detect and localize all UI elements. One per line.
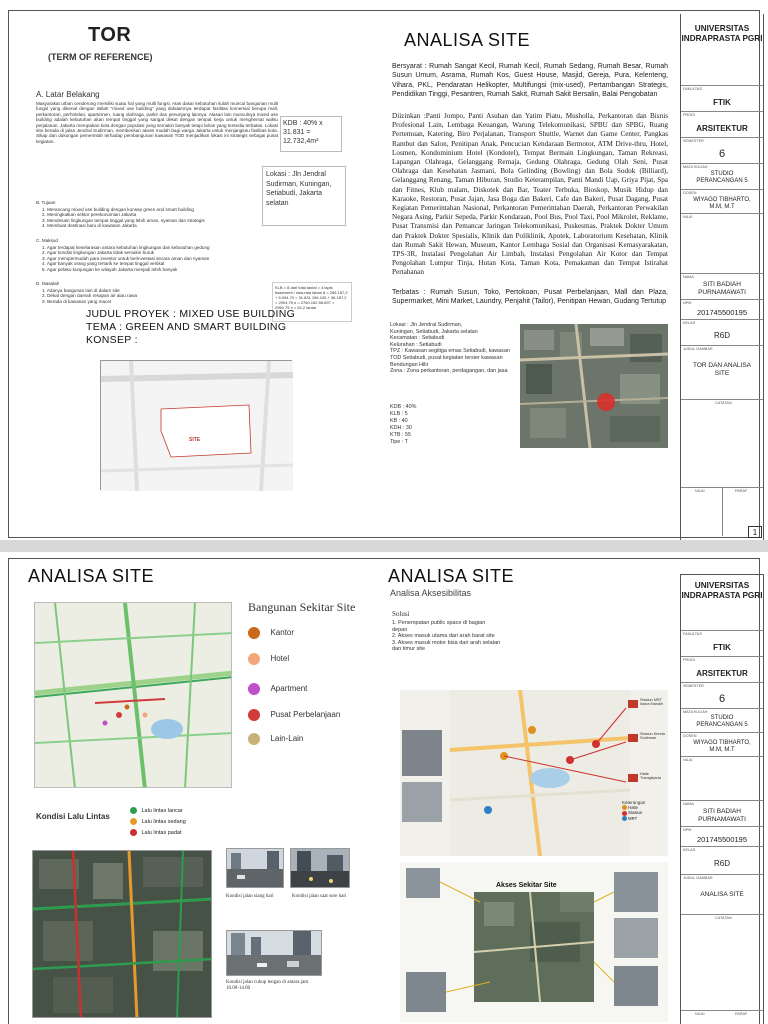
- matakuliah-label: MATA KULIAH: [683, 710, 708, 714]
- catatan-label: CATATAN: [715, 916, 732, 920]
- koefisien-item: KLB : 5: [390, 411, 408, 417]
- list-item: 4. Membuat destinasi baru di kawasan Jakarta: [42, 223, 137, 229]
- legend-item: [248, 650, 388, 680]
- judul-label: JUDUL GAMBAR: [683, 876, 713, 880]
- masalah-list: [42, 288, 242, 304]
- tb-matakuliah: [681, 164, 763, 190]
- traffic-map: [32, 850, 212, 1018]
- traffic-map-image: [33, 851, 212, 1018]
- kelas-value: R6D: [713, 859, 730, 868]
- bersyarat-block: [392, 62, 668, 100]
- nilai2-label: NILAI: [695, 489, 705, 493]
- tb-prodi: [681, 657, 763, 683]
- tujuan-heading: B. Tujuan: [36, 200, 56, 205]
- prodi-label: PRODI: [683, 658, 696, 662]
- legend-label: Pusat Perbelanjaan: [270, 710, 341, 720]
- transport-note: Stasiun Kereta Sudirman: [640, 732, 665, 741]
- apartment-marker-icon: [248, 683, 260, 695]
- latar-text: Masyarakat urban cenderung memiliki suatu hal yang multi fungsi. Atas dasar kebutuhan itulah muncul bangunan multi fungsi yang dikenal dengan istilah "mixed use building" yang didalamnya terdapat fasilitas komersial berupa mall, perkantoran, perhotelan, apartemen, ruang olahraga, parkir dan penunjang lainnya. Alasan lain munculnya mixed use building adalah kebutuhan akan tempat tinggal yang sangat dekat dengan tempat kerja untuk menghemat waktu perjalanan. Jakarta merupakan kota dengan populasi yang semakin banyak tetapi lahan yang tersedia terbatas. Lokasi site berada di jalan Jendral Sudirman, memberikan akses mudah bagi warga Jakarta untuk menjangkau fasilitas kota. Sikap dan dukungan pemerintah terhadap pembangunan kawasan TOD menjadikan lokasi ini strategis sebagai pusat kegiatan.: [36, 101, 278, 144]
- maksud-list: [42, 245, 272, 272]
- tb-judul: [681, 875, 763, 915]
- fakultas-label: FAKULTAS: [683, 87, 702, 91]
- list-item: 2. Agar kondisi lingkungan Jakarta tidak semakin buruk: [42, 250, 155, 256]
- legend-label: Lalu lintas padat: [141, 829, 182, 836]
- paraf-label: PARAF: [735, 489, 748, 493]
- tb-kelas: [681, 320, 763, 346]
- bersyarat-label: Bersyarat: [392, 63, 422, 70]
- koefisien-item: Tipe : T: [390, 439, 408, 445]
- catatan-label: CATATAN: [715, 401, 732, 405]
- list-item: 1. Merancang mixed use building dengan konsep green and smart building: [42, 207, 194, 212]
- bangunan-map: [34, 602, 232, 788]
- kantor-marker-icon: [248, 627, 260, 639]
- fakultas-value: FTIK: [713, 98, 731, 107]
- legend-label: Lain-Lain: [270, 734, 304, 744]
- kelas-label: KELAS: [683, 321, 696, 325]
- tb-judul: [681, 346, 763, 400]
- road-photo-evening: [290, 848, 350, 888]
- tb-semester: [681, 138, 763, 164]
- tujuan-list: [42, 207, 272, 229]
- lalin-title: Kondisi Lalu Lintas: [36, 812, 110, 821]
- nama-value: SITI BADIAH PURNAMAWATI: [698, 808, 746, 823]
- mall-marker-icon: [248, 709, 260, 721]
- bangunan-title: Bangunan Sekitar Site: [248, 600, 356, 614]
- diizinkan-block: [392, 112, 668, 276]
- list-item: 4. Agar banyak orang yang tertarik ke tempat tinggal vertikal: [42, 261, 165, 267]
- tb-fakultas: [681, 86, 763, 112]
- koefisien-item: KDH : 30: [390, 425, 412, 431]
- tb-nilai: [681, 757, 763, 801]
- legend-item: [248, 624, 388, 650]
- list-item: 3. Mendesain lingkungan tempat tinggal yang lebih aman, nyaman dan strategis: [42, 217, 205, 223]
- tb-prodi: [681, 112, 763, 138]
- site-label: SITE: [189, 437, 201, 443]
- lokasi-line: Lokasi : Jln Jendral Sudirman,: [390, 322, 463, 328]
- koefisien-item: KTB : 55: [390, 432, 411, 438]
- tor-title: TOR: [88, 24, 132, 46]
- tb-nama: [681, 274, 763, 300]
- legend-label: MRT: [628, 815, 638, 821]
- kelas-value: R6D: [713, 331, 730, 340]
- list-item: 1. Penempatan public space di bagian depan: [392, 620, 486, 633]
- tb-nilai: [681, 214, 763, 274]
- tb-npm: [681, 827, 763, 847]
- prodi-label: PRODI: [683, 113, 696, 117]
- legend-label: Apartment: [270, 684, 308, 694]
- other-marker-icon: [248, 733, 260, 745]
- list-item: 5. Agar pelaku kunjungan ke wilayah Jakarta menjadi lebih banyak: [42, 266, 178, 272]
- semester-label: SEMESTER: [683, 139, 704, 143]
- npm-value: 201745500195: [696, 308, 748, 317]
- solusi-label: Solusi: [392, 610, 410, 618]
- legend-label: Kantor: [270, 628, 295, 638]
- diizinkan-label: Diizinkan: [392, 112, 421, 120]
- kdb-box: KDB : 40% x 31.831 = 12.732,4m²: [280, 116, 342, 152]
- tb-university: [681, 14, 763, 86]
- nama-value: SITI BADIAH PURNAMAWATI: [698, 281, 746, 296]
- kelas-label: KELAS: [683, 848, 696, 852]
- transport-map: [400, 690, 668, 856]
- tor-subtitle: (TERM OF REFERENCE): [48, 52, 153, 62]
- semester-value: 6: [718, 148, 726, 160]
- tb-divider: [722, 488, 723, 536]
- judul-label: JUDUL GAMBAR: [683, 347, 713, 351]
- semester-value: 6: [718, 693, 726, 705]
- tb-nilai-paraf: [681, 1011, 763, 1023]
- latar-heading: A. Latar Belakang: [36, 90, 100, 99]
- title-block: [680, 574, 764, 1024]
- koefisien-item: KDB : 40%: [390, 404, 417, 410]
- legend-label: Halte: [628, 805, 638, 810]
- bangunan-legend: [248, 624, 388, 754]
- tb-matakuliah: [681, 709, 763, 733]
- tb-semester: [681, 683, 763, 709]
- university-name: UNIVERSITAS INDRAPRASTA PGRI: [681, 24, 763, 43]
- bangunan-map-image: [35, 603, 232, 788]
- dosen-value: WIYAGO TIBHARTO, M.M, M.T: [693, 740, 751, 753]
- tb-dosen: [681, 190, 763, 214]
- satellite-map: [520, 324, 668, 448]
- photo-caption: Kondisi jalan cukup lengan di antara jam 10.00-14.00: [226, 980, 309, 991]
- lokasi-line: Zona : Zona perkantoran, perdagangan, dan jasa: [390, 368, 508, 375]
- terbatas-label: Terbatas: [392, 289, 419, 296]
- road-photo-noon-image: [227, 931, 322, 976]
- nilai-label: NILAI: [683, 758, 693, 762]
- akses-title: Akses Sekitar Site: [496, 882, 557, 889]
- legend-item: [248, 706, 388, 730]
- legend-item: [130, 813, 186, 824]
- site-title: ANALISA SITE: [404, 30, 531, 50]
- paraf-label: PARAF: [735, 1012, 748, 1016]
- nilai2-label: NILAI: [695, 1012, 705, 1016]
- koefisien-list: [390, 404, 470, 446]
- road-photo-day: [226, 848, 284, 888]
- left-title: ANALISA SITE: [28, 566, 155, 586]
- legend-label: Lalu lintas lancar: [141, 807, 183, 814]
- npm-value: 201745500195: [696, 835, 748, 844]
- transport-note: Halte Transjakarta: [640, 772, 661, 781]
- project-title: JUDUL PROYEK : MIXED USE BUILDING: [86, 308, 296, 320]
- fakultas-value: FTIK: [713, 643, 731, 652]
- sheet-analisa: [0, 552, 768, 1024]
- lokasi-box: Lokasi : Jln Jendral Sudirman, Kuningan, Setiabudi, Jakarta selatan: [262, 166, 346, 226]
- fakultas-label: FAKULTAS: [683, 632, 702, 636]
- prodi-value: ARSITEKTUR: [696, 669, 748, 678]
- list-item: 2. Dekat dengan daerah resapan air atau rawa: [42, 293, 138, 299]
- list-item: 2. Meningkatkan sektor perekonomian Jakarta: [42, 212, 137, 218]
- lokasi-line: Kuningan, Setiabudi, Jakarta selatan: [390, 328, 478, 335]
- akses-panel: [400, 862, 668, 1022]
- nilai-label: NILAI: [683, 215, 693, 219]
- nama-label: NAMA: [683, 275, 694, 279]
- maksud-heading: C. Maksud: [36, 238, 58, 243]
- dosen-label: DOSEN: [683, 191, 697, 195]
- matakuliah-value: STUDIO PERANCANGAN 5: [696, 715, 748, 728]
- right-title: ANALISA SITE: [388, 566, 515, 586]
- masalah-heading: D. Masalah: [36, 281, 60, 286]
- list-item: 1. Agar terdapat keselarasan antara kebutuhan lingkungan dan kebutuhan gedung: [42, 245, 210, 250]
- dosen-label: DOSEN: [683, 734, 697, 738]
- site-plan: [100, 360, 292, 490]
- page-number: 1: [748, 526, 762, 538]
- legend-label: Lalu lintas sedang: [141, 818, 186, 825]
- dosen-value: WIYAGO TIBHARTO, M.M, M.T: [693, 197, 751, 210]
- title-block: [680, 14, 764, 540]
- tb-catatan: [681, 400, 763, 488]
- legend-item: [248, 730, 388, 754]
- aksesibilitas-title: Analisa Aksesibilitas: [390, 588, 472, 598]
- tb-catatan: [681, 915, 763, 1011]
- project-theme: TEMA : GREEN AND SMART BUILDING: [86, 321, 287, 333]
- site-plan-drawing: [101, 361, 293, 491]
- satellite-map-image: [520, 324, 668, 448]
- solusi-list: [392, 620, 502, 653]
- photo-caption: Kondisi jalan saat sore hari: [292, 894, 347, 899]
- mrt-dot-icon: [622, 816, 627, 821]
- legend-label: Hotel: [270, 654, 290, 664]
- list-item: 1. Adanya bangunan lain di dalam site: [42, 288, 120, 293]
- tb-npm: [681, 300, 763, 320]
- list-item: 3. Berada di kawasan yang macet: [42, 298, 112, 304]
- legend-item: [248, 680, 388, 706]
- matakuliah-label: MATA KULIAH: [683, 165, 708, 169]
- road-photo-evening-image: [291, 849, 350, 888]
- legend-label: Stasiun: [628, 810, 643, 816]
- tb-university: [681, 575, 763, 631]
- klb-box: KLB = 8 dari total lantai = 4 lapis basement / rata-rata lahan 8 = 256.187,2 + 5.094,70 = 31.831 156.105 + 36.187,2 = 2904,75 n = 2760.182.56.697 = 2960.75 n = 62,2 lantai: [272, 282, 352, 322]
- matakuliah-value: STUDIO PERANCANGAN 5: [696, 171, 748, 184]
- list-item: 3. Agar mempermudah para investor untuk berinvestasi secara aman dan nyaman: [42, 255, 210, 261]
- lalin-legend: [130, 802, 186, 835]
- npm-label: NPM: [683, 301, 692, 305]
- lokasi-line: TPZ : Kawasan segitiga emas Setiabudi, kawasan TOD Setiabudi, pusat kegiatan tersier kawasan Bendungan Hilir: [390, 348, 510, 368]
- photo-caption: Kondisi jalan siang hari: [226, 894, 274, 899]
- legend-item: [622, 816, 668, 821]
- hotel-marker-icon: [248, 653, 260, 665]
- tb-dosen: [681, 733, 763, 757]
- list-item: 3. Akses masuk motor bisa dari arah selatan dan timur site: [392, 639, 501, 653]
- prodi-value: ARSITEKTUR: [696, 124, 748, 133]
- lokasi-line: Kelurahan : Setiabudi: [390, 341, 442, 348]
- bersyarat-text: : Rumah Sangat Kecil, Rumah Kecil, Rumah Sedang, Rumah Besar, Rumah Susun Umum, Asrama, Rumah Kos, Guest House, Masjid, Gereja, Pura, Kelenteng, Vihara, PKL, Pendaratan Helikopter, Multifungsi (mix-used), Pertambangan Strategis, Pendidikan Tinggi, Pesantren, Rumah Sakit, Rumah Sakit Bersalin, Balai Pengobatan: [392, 63, 668, 99]
- keterangan-legend: [622, 800, 668, 821]
- tb-nama: [681, 801, 763, 827]
- project-concept: KONSEP :: [86, 334, 138, 346]
- judul-value: ANALISA SITE: [700, 891, 744, 898]
- terbatas-block: [392, 288, 668, 307]
- list-item: 2. Akses masuk utama dari arah barat site: [392, 633, 495, 640]
- terbatas-text: : Rumah Susun, Toko, Pertokoan, Pusat Perbelanjaan, Mall dan Plaza, Supermarket, Mini Market, Laundry, Penjahit (Tailor), Penitipan Hewan, Gudang Tertutup: [392, 289, 668, 306]
- lokasi-detail: [390, 322, 510, 375]
- university-name: UNIVERSITAS INDRAPRASTA PGRI: [681, 581, 763, 600]
- npm-label: NPM: [683, 828, 692, 832]
- transport-map-image: [400, 690, 668, 856]
- nama-label: NAMA: [683, 802, 694, 806]
- tb-kelas: [681, 847, 763, 875]
- road-photo-noon: [226, 930, 322, 976]
- koefisien-item: KB : 40: [390, 418, 408, 424]
- semester-label: SEMESTER: [683, 684, 704, 688]
- road-photo-day-image: [227, 849, 284, 888]
- transport-note: Stasiun MRT Istora Mandiri: [640, 698, 664, 707]
- legend-item: [130, 802, 186, 813]
- tb-fakultas: [681, 631, 763, 657]
- lokasi-line: Kecamatan : Setiabudi: [390, 335, 445, 342]
- diizinkan-text: :Panti Jompo, Panti Asuhan dan Yatim Piatu, Musholla, Perkantoran dan Bisnis Profesional Lain, Lembaga Keuangan, Warung Telekomunikasi, SPBU dan SPBG, Ruang Pertemuan, Katering, Biro Perjalanan, Transport Shuttle, Warnet dan Game Center, Pangkas Rambut dan Salon, Penitipan Anak, Pencucian Kendaraan Bermotor, ATM Drive-thru, Hotel, Losmen, Kondominium Hotel (Kondotel), Tempat Bermain Lingkungan, Taman Rekreasi, Lapangan Olahraga, Gelanggang Remaja, Gedung Olahraga, Gedung Olah Seni, Pusat Olahraga dan Kesehatan Jasmani, Bola Gelinding (Bowling) dan Bola Sodok (Billiard), Gelanggang Renang, Taman Hiburan, Studio Keterampilan, Panti Mandi Uap, Griya Pijat, Spa dan Fitnes, Klub malam, Diskotek dan Bar, Teater Terbuka, Bioskop, Musik Hidup dan Karaoke, Restoran, Pusat Jajan, Jasa Boga dan Bakeri, Cafe dan Bakeri, Pusat Dagang, Pusat Kegiatan Pemerintahan Nasional, Perkantoran Pemerintahan Daerah, Perkantoran Perwakilan Negara Asing, Parkir Sepeda, Parkir Kendaraan, Pool Bus, Pool Taxi, Pool Mikrolet, Reklame, Pusat Transmisi dan Pemancar Jaringan Telekomunikasi, Puskesmas, Praktek Dokter Umum dan Praktek Dokter Spesialis, Klinik dan Poliklinik, Apotek, Laboratorium Kesehatan, Klinik dan Rumah Sakit Hewan, Museum, Kantor Lembaga Sosial dan Organisasi Kemasyarakatan, TPS-3R, Instalasi Pengolahan Air Limbah, Instalasi Pengolahan Air Kotor dan Tempat Pengolahan Lumpur Tinja, Hutan Kota, Taman Kota, Pemakaman dan Tempat Istirahat Pertahanan: [392, 112, 668, 276]
- legend-item: [130, 824, 186, 835]
- judul-value: TOR DAN ANALISA SITE: [692, 362, 752, 377]
- keterangan-label: Keterangan: [622, 800, 646, 805]
